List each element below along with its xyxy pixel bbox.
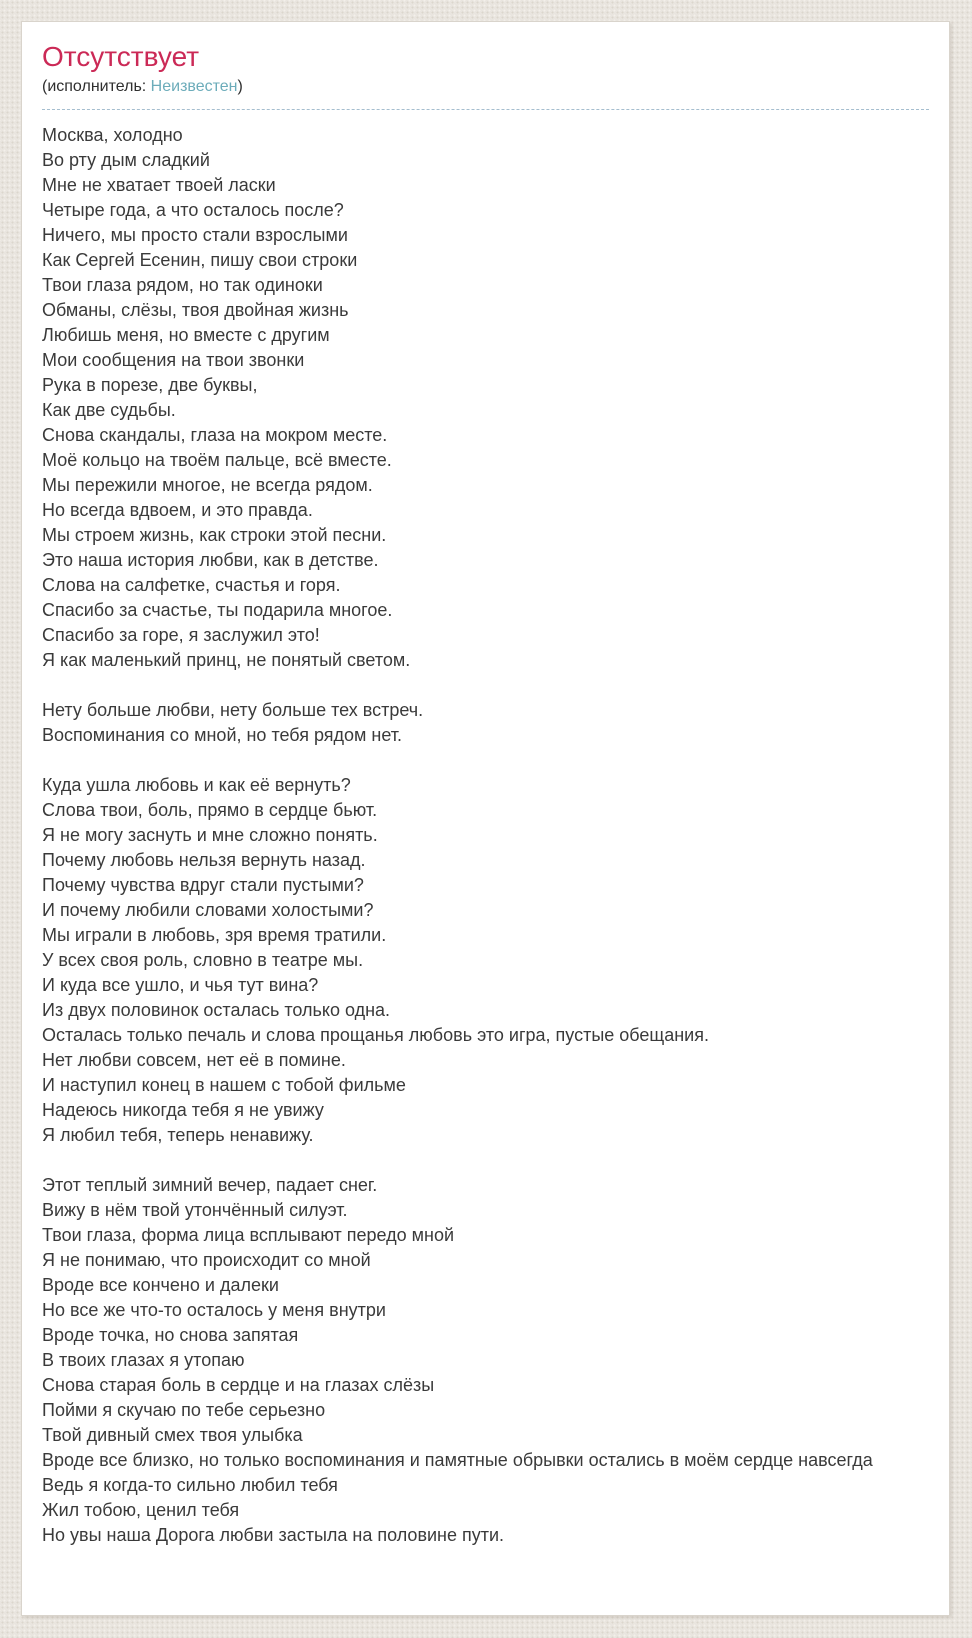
- lyric-line: Рука в порезе, две буквы,: [42, 374, 258, 395]
- lyrics-card: [21, 21, 950, 1616]
- lyric-line: Вижу в нём твой утончённый силуэт.: [42, 1199, 348, 1220]
- lyric-line: Нету больше любви, нету больше тех встреч.: [42, 699, 424, 720]
- lyric-line: Твой дивный смех твоя улыбка: [42, 1424, 303, 1445]
- stanza-gap: [42, 748, 929, 773]
- lyric-line: Воспоминания со мной, но тебя рядом нет.: [42, 724, 403, 745]
- lyric-line: В твоих глазах я утопаю: [42, 1349, 245, 1370]
- lyric-line: Во рту дым сладкий: [42, 149, 210, 170]
- lyric-line: Снова старая боль в сердце и на глазах слёзы: [42, 1374, 435, 1395]
- lyric-line: Любишь меня, но вместе с другим: [42, 324, 330, 345]
- lyric-line: Нет любви совсем, нет её в помине.: [42, 1049, 346, 1070]
- stanza-gap: [42, 1148, 929, 1173]
- lyric-line: И куда все ушло, и чья тут вина?: [42, 974, 319, 995]
- lyric-line: Москва, холодно: [42, 124, 183, 145]
- artist-label-suffix: ): [237, 77, 243, 95]
- lyric-line: Я как маленький принц, не понятый светом.: [42, 649, 411, 670]
- artist-line: [42, 77, 929, 97]
- lyric-line: Но всегда вдвоем, и это правда.: [42, 499, 313, 520]
- lyric-line: Вроде все близко, но только воспоминания и памятные обрывки остались в моём сердце навсегда: [42, 1449, 873, 1470]
- song-title: Отсутствует: [42, 41, 200, 72]
- lyric-line: Я любил тебя, теперь ненавижу.: [42, 1124, 314, 1145]
- lyric-line: Мне не хватает твоей ласки: [42, 174, 276, 195]
- artist-label-prefix: (исполнитель:: [42, 77, 151, 95]
- lyric-line: Слова на салфетке, счастья и горя.: [42, 574, 341, 595]
- lyric-line: Мы строем жизнь, как строки этой песни.: [42, 524, 387, 545]
- lyric-line: Ведь я когда-то сильно любил тебя: [42, 1474, 338, 1495]
- song-header: [42, 42, 929, 110]
- artist-link[interactable]: Неизвестен: [150, 77, 238, 95]
- lyric-line: Почему любовь нельзя вернуть назад.: [42, 849, 366, 870]
- lyric-line: Из двух половинок осталась только одна.: [42, 999, 391, 1020]
- lyric-line: Твои глаза рядом, но так одиноки: [42, 274, 323, 295]
- lyric-line: Снова скандалы, глаза на мокром месте.: [42, 424, 388, 445]
- lyric-line: Спасибо за счастье, ты подарила многое.: [42, 599, 393, 620]
- lyric-line: Надеюсь никогда тебя я не увижу: [42, 1099, 324, 1120]
- lyric-line: Слова твои, боль, прямо в сердце бьют.: [42, 799, 378, 820]
- stanza-gap: [42, 673, 929, 698]
- lyric-line: И наступил конец в нашем с тобой фильме: [42, 1074, 406, 1095]
- lyric-line: Моё кольцо на твоём пальце, всё вместе.: [42, 449, 392, 470]
- lyric-line: Как Сергей Есенин, пишу свои строки: [42, 249, 358, 270]
- lyric-line: Я не понимаю, что происходит со мной: [42, 1249, 371, 1270]
- lyric-line: Но увы наша Дорога любви застыла на половине пути.: [42, 1524, 505, 1545]
- lyric-line: Мои сообщения на твои звонки: [42, 349, 305, 370]
- lyric-line: Куда ушла любовь и как её вернуть?: [42, 774, 351, 795]
- lyrics-text: [42, 123, 929, 1548]
- lyric-line: Ничего, мы просто стали взрослыми: [42, 224, 348, 245]
- lyric-line: Но все же что-то осталось у меня внутри: [42, 1299, 386, 1320]
- lyric-line: Этот теплый зимний вечер, падает снег.: [42, 1174, 378, 1195]
- lyric-line: Обманы, слёзы, твоя двойная жизнь: [42, 299, 349, 320]
- lyric-line: Твои глаза, форма лица всплывают передо мной: [42, 1224, 455, 1245]
- lyric-line: Осталась только печаль и слова прощанья любовь это игра, пустые обещания.: [42, 1024, 709, 1045]
- lyric-line: И почему любили словами холостыми?: [42, 899, 374, 920]
- lyric-line: Четыре года, а что осталось после?: [42, 199, 344, 220]
- lyric-line: Вроде точка, но снова запятая: [42, 1324, 299, 1345]
- lyric-line: Пойми я скучаю по тебе серьезно: [42, 1399, 326, 1420]
- lyric-line: Спасибо за горе, я заслужил это!: [42, 624, 320, 645]
- lyric-line: Как две судьбы.: [42, 399, 176, 420]
- lyric-line: У всех своя роль, словно в театре мы.: [42, 949, 364, 970]
- lyric-line: Мы пережили многое, не всегда рядом.: [42, 474, 373, 495]
- lyric-line: Я не могу заснуть и мне сложно понять.: [42, 824, 378, 845]
- lyric-line: Почему чувства вдруг стали пустыми?: [42, 874, 364, 895]
- lyric-line: Жил тобою, ценил тебя: [42, 1499, 240, 1520]
- lyric-line: Вроде все кончено и далеки: [42, 1274, 279, 1295]
- lyric-line: Мы играли в любовь, зря время тратили.: [42, 924, 387, 945]
- lyric-line: Это наша история любви, как в детстве.: [42, 549, 379, 570]
